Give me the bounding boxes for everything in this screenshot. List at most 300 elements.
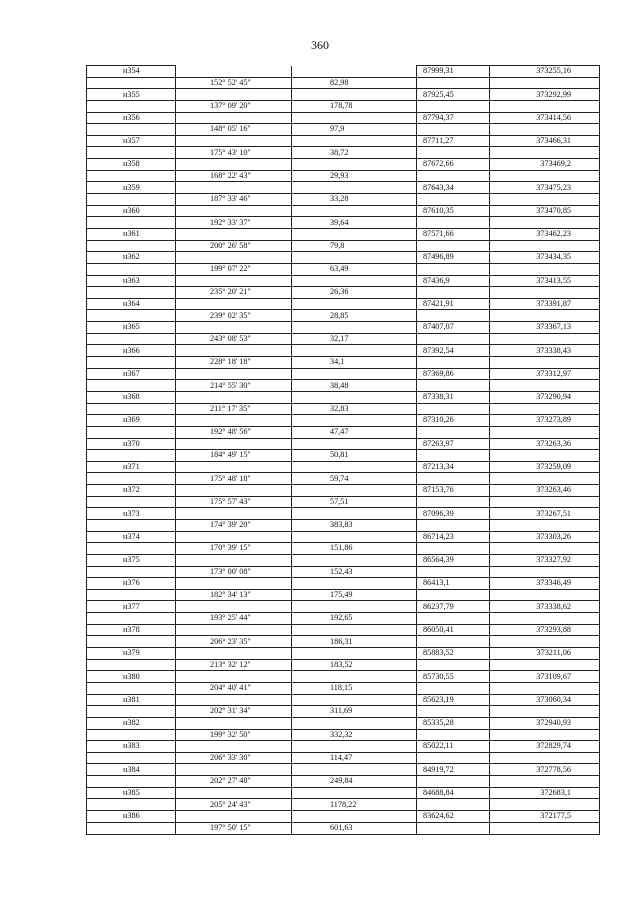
bearing-empty-cell	[176, 787, 292, 799]
x-coordinate-cell: 87392,54	[417, 345, 490, 357]
distance-empty-cell	[292, 228, 417, 240]
x-empty-cell	[417, 194, 490, 206]
bearing-empty-cell	[176, 298, 292, 310]
y-coordinate-cell: 372177,5	[490, 811, 600, 823]
point-name-cell: н384	[87, 764, 176, 776]
segment-row	[87, 426, 600, 438]
point-empty-cell	[87, 682, 176, 694]
y-coordinate-cell: 373338,43	[490, 345, 600, 357]
segment-row	[87, 357, 600, 369]
point-name-cell: н386	[87, 811, 176, 823]
distance-cell: 383,83	[292, 519, 417, 531]
bearing-cell: 200° 26' 58"	[176, 240, 292, 252]
y-coordinate-cell: 373346,49	[490, 578, 600, 590]
distance-empty-cell	[292, 624, 417, 636]
segment-row	[87, 566, 600, 578]
point-name-cell: н378	[87, 624, 176, 636]
x-empty-cell	[417, 263, 490, 275]
x-empty-cell	[417, 706, 490, 718]
bearing-empty-cell	[176, 135, 292, 147]
x-coordinate-cell: 87407,07	[417, 322, 490, 334]
y-empty-cell	[490, 613, 600, 625]
point-row	[87, 648, 600, 660]
segment-row	[87, 776, 600, 788]
segment-row	[87, 194, 600, 206]
x-coordinate-cell: 85730,55	[417, 671, 490, 683]
point-empty-cell	[87, 263, 176, 275]
bearing-empty-cell	[176, 601, 292, 613]
point-empty-cell	[87, 147, 176, 159]
segment-row	[87, 729, 600, 741]
distance-empty-cell	[292, 438, 417, 450]
distance-empty-cell	[292, 368, 417, 380]
y-empty-cell	[490, 100, 600, 112]
distance-cell: 152,43	[292, 566, 417, 578]
point-row	[87, 438, 600, 450]
distance-empty-cell	[292, 159, 417, 171]
x-coordinate-cell: 83624,62	[417, 811, 490, 823]
point-empty-cell	[87, 706, 176, 718]
x-coordinate-cell: 87369,86	[417, 368, 490, 380]
point-empty-cell	[87, 613, 176, 625]
distance-cell: 114,47	[292, 752, 417, 764]
y-coordinate-cell: 373414,56	[490, 112, 600, 124]
segment-row	[87, 147, 600, 159]
point-row	[87, 717, 600, 729]
point-row	[87, 252, 600, 264]
point-name-cell: н373	[87, 508, 176, 520]
point-empty-cell	[87, 566, 176, 578]
bearing-empty-cell	[176, 461, 292, 473]
bearing-cell: 197° 50' 15"	[176, 822, 292, 834]
y-coordinate-cell: 373434,35	[490, 252, 600, 264]
y-empty-cell	[490, 706, 600, 718]
bearing-cell: 199° 32' 50"	[176, 729, 292, 741]
point-empty-cell	[87, 729, 176, 741]
bearing-cell: 173° 00' 08"	[176, 566, 292, 578]
distance-cell: 178,78	[292, 100, 417, 112]
x-empty-cell	[417, 636, 490, 648]
distance-empty-cell	[292, 391, 417, 403]
x-empty-cell	[417, 589, 490, 601]
x-coordinate-cell: 86714,23	[417, 531, 490, 543]
bearing-empty-cell	[176, 811, 292, 823]
y-coordinate-cell: 373060,34	[490, 694, 600, 706]
bearing-cell: 214° 55' 30"	[176, 380, 292, 392]
point-row	[87, 508, 600, 520]
point-empty-cell	[87, 473, 176, 485]
distance-cell: 50,81	[292, 450, 417, 462]
x-coordinate-cell: 87310,26	[417, 415, 490, 427]
point-row	[87, 764, 600, 776]
distance-cell: 59,74	[292, 473, 417, 485]
y-empty-cell	[490, 287, 600, 299]
point-name-cell: н379	[87, 648, 176, 660]
y-empty-cell	[490, 450, 600, 462]
point-row	[87, 531, 600, 543]
y-empty-cell	[490, 799, 600, 811]
point-name-cell: н360	[87, 205, 176, 217]
distance-cell: 311,69	[292, 706, 417, 718]
y-coordinate-cell: 373470,85	[490, 205, 600, 217]
point-row	[87, 415, 600, 427]
coordinates-table-body	[87, 66, 600, 835]
distance-cell: 82,98	[292, 77, 417, 89]
distance-empty-cell	[292, 648, 417, 660]
segment-row	[87, 706, 600, 718]
point-empty-cell	[87, 170, 176, 182]
distance-empty-cell	[292, 554, 417, 566]
point-name-cell: н376	[87, 578, 176, 590]
bearing-cell: 137° 09' 20"	[176, 100, 292, 112]
x-empty-cell	[417, 822, 490, 834]
x-empty-cell	[417, 473, 490, 485]
point-empty-cell	[87, 426, 176, 438]
segment-row	[87, 589, 600, 601]
y-empty-cell	[490, 217, 600, 229]
point-name-cell: н367	[87, 368, 176, 380]
x-empty-cell	[417, 217, 490, 229]
segment-row	[87, 240, 600, 252]
bearing-empty-cell	[176, 438, 292, 450]
point-name-cell: н385	[87, 787, 176, 799]
point-empty-cell	[87, 519, 176, 531]
y-coordinate-cell: 373267,51	[490, 508, 600, 520]
y-coordinate-cell: 373292,99	[490, 89, 600, 101]
x-empty-cell	[417, 519, 490, 531]
x-empty-cell	[417, 426, 490, 438]
x-empty-cell	[417, 729, 490, 741]
distance-cell: 57,51	[292, 496, 417, 508]
bearing-cell: 187° 33' 46"	[176, 194, 292, 206]
distance-cell: 175,49	[292, 589, 417, 601]
point-empty-cell	[87, 589, 176, 601]
bearing-cell: 243° 08' 53"	[176, 333, 292, 345]
distance-cell: 38,72	[292, 147, 417, 159]
point-name-cell: н375	[87, 554, 176, 566]
segment-row	[87, 752, 600, 764]
distance-cell: 32,83	[292, 403, 417, 415]
bearing-empty-cell	[176, 531, 292, 543]
bearing-empty-cell	[176, 275, 292, 287]
distance-cell: 97,9	[292, 124, 417, 136]
y-empty-cell	[490, 682, 600, 694]
segment-row	[87, 403, 600, 415]
segment-row	[87, 310, 600, 322]
x-coordinate-cell: 87153,76	[417, 485, 490, 497]
bearing-cell: 174° 39' 20"	[176, 519, 292, 531]
segment-row	[87, 100, 600, 112]
point-empty-cell	[87, 636, 176, 648]
y-coordinate-cell: 373263,46	[490, 485, 600, 497]
distance-cell: 39,64	[292, 217, 417, 229]
y-empty-cell	[490, 752, 600, 764]
y-empty-cell	[490, 124, 600, 136]
point-empty-cell	[87, 194, 176, 206]
distance-empty-cell	[292, 89, 417, 101]
bearing-empty-cell	[176, 66, 292, 78]
point-row	[87, 275, 600, 287]
bearing-cell: 199° 07' 22"	[176, 263, 292, 275]
y-coordinate-cell: 373469,2	[490, 159, 600, 171]
y-coordinate-cell: 373327,92	[490, 554, 600, 566]
bearing-empty-cell	[176, 391, 292, 403]
bearing-cell: 148° 05' 16"	[176, 124, 292, 136]
y-empty-cell	[490, 333, 600, 345]
point-empty-cell	[87, 240, 176, 252]
segment-row	[87, 333, 600, 345]
bearing-empty-cell	[176, 485, 292, 497]
distance-empty-cell	[292, 66, 417, 78]
point-row	[87, 89, 600, 101]
x-coordinate-cell: 87711,27	[417, 135, 490, 147]
x-empty-cell	[417, 124, 490, 136]
distance-empty-cell	[292, 741, 417, 753]
x-coordinate-cell: 87338,31	[417, 391, 490, 403]
point-row	[87, 368, 600, 380]
bearing-cell: 213° 32' 12"	[176, 659, 292, 671]
x-coordinate-cell: 86050,41	[417, 624, 490, 636]
bearing-empty-cell	[176, 648, 292, 660]
x-empty-cell	[417, 147, 490, 159]
y-coordinate-cell: 372683,1	[490, 787, 600, 799]
y-empty-cell	[490, 357, 600, 369]
distance-empty-cell	[292, 764, 417, 776]
segment-row	[87, 613, 600, 625]
x-coordinate-cell: 86413,1	[417, 578, 490, 590]
point-row	[87, 228, 600, 240]
point-empty-cell	[87, 776, 176, 788]
x-coordinate-cell: 85022,11	[417, 741, 490, 753]
point-row	[87, 624, 600, 636]
distance-cell: 183,52	[292, 659, 417, 671]
distance-cell: 332,32	[292, 729, 417, 741]
point-name-cell: н361	[87, 228, 176, 240]
distance-empty-cell	[292, 531, 417, 543]
point-empty-cell	[87, 310, 176, 322]
y-coordinate-cell: 373312,97	[490, 368, 600, 380]
bearing-empty-cell	[176, 345, 292, 357]
bearing-cell: 175° 43' 10"	[176, 147, 292, 159]
point-row	[87, 554, 600, 566]
point-name-cell: н369	[87, 415, 176, 427]
segment-row	[87, 263, 600, 275]
bearing-empty-cell	[176, 182, 292, 194]
y-coordinate-cell: 373413,55	[490, 275, 600, 287]
y-empty-cell	[490, 240, 600, 252]
point-row	[87, 741, 600, 753]
point-row	[87, 578, 600, 590]
point-row	[87, 485, 600, 497]
x-coordinate-cell: 87925,45	[417, 89, 490, 101]
point-row	[87, 601, 600, 613]
x-empty-cell	[417, 450, 490, 462]
y-empty-cell	[490, 729, 600, 741]
distance-empty-cell	[292, 275, 417, 287]
distance-empty-cell	[292, 298, 417, 310]
x-coordinate-cell: 87096,39	[417, 508, 490, 520]
distance-empty-cell	[292, 508, 417, 520]
x-empty-cell	[417, 752, 490, 764]
point-name-cell: н368	[87, 391, 176, 403]
segment-row	[87, 287, 600, 299]
distance-empty-cell	[292, 205, 417, 217]
distance-empty-cell	[292, 811, 417, 823]
distance-empty-cell	[292, 461, 417, 473]
y-coordinate-cell: 373367,13	[490, 322, 600, 334]
bearing-cell: 175° 48' 18"	[176, 473, 292, 485]
segment-row	[87, 124, 600, 136]
segment-row	[87, 450, 600, 462]
x-empty-cell	[417, 287, 490, 299]
x-coordinate-cell: 87999,31	[417, 66, 490, 78]
point-row	[87, 298, 600, 310]
y-empty-cell	[490, 822, 600, 834]
bearing-empty-cell	[176, 764, 292, 776]
bearing-cell: 193° 25' 44"	[176, 613, 292, 625]
point-row	[87, 391, 600, 403]
y-coordinate-cell: 372778,56	[490, 764, 600, 776]
point-empty-cell	[87, 357, 176, 369]
distance-cell: 29,93	[292, 170, 417, 182]
y-coordinate-cell: 373255,16	[490, 66, 600, 78]
y-coordinate-cell: 373338,62	[490, 601, 600, 613]
point-empty-cell	[87, 496, 176, 508]
y-coordinate-cell: 372829,74	[490, 741, 600, 753]
y-coordinate-cell: 373259,09	[490, 461, 600, 473]
bearing-cell: 175° 57' 43"	[176, 496, 292, 508]
segment-row	[87, 519, 600, 531]
distance-empty-cell	[292, 578, 417, 590]
segment-row	[87, 380, 600, 392]
x-coordinate-cell: 87794,37	[417, 112, 490, 124]
point-row	[87, 345, 600, 357]
distance-cell: 33,28	[292, 194, 417, 206]
distance-cell: 186,31	[292, 636, 417, 648]
point-row	[87, 135, 600, 147]
point-name-cell: н383	[87, 741, 176, 753]
distance-cell: 118,15	[292, 682, 417, 694]
distance-empty-cell	[292, 135, 417, 147]
bearing-cell: 192° 48' 56"	[176, 426, 292, 438]
bearing-empty-cell	[176, 578, 292, 590]
x-coordinate-cell: 87672,66	[417, 159, 490, 171]
segment-row	[87, 799, 600, 811]
bearing-cell: 239° 02' 35"	[176, 310, 292, 322]
point-name-cell: н374	[87, 531, 176, 543]
distance-cell: 79,8	[292, 240, 417, 252]
point-name-cell: н359	[87, 182, 176, 194]
x-coordinate-cell: 84919,72	[417, 764, 490, 776]
point-name-cell: н381	[87, 694, 176, 706]
x-empty-cell	[417, 357, 490, 369]
point-name-cell: н355	[87, 89, 176, 101]
bearing-cell: 168° 22' 43"	[176, 170, 292, 182]
y-empty-cell	[490, 636, 600, 648]
y-coordinate-cell: 373391,87	[490, 298, 600, 310]
bearing-cell: 202° 31' 34"	[176, 706, 292, 718]
distance-empty-cell	[292, 694, 417, 706]
point-empty-cell	[87, 333, 176, 345]
point-empty-cell	[87, 752, 176, 764]
point-empty-cell	[87, 380, 176, 392]
coordinates-table	[86, 65, 600, 835]
point-name-cell: н362	[87, 252, 176, 264]
bearing-empty-cell	[176, 694, 292, 706]
point-name-cell: н377	[87, 601, 176, 613]
distance-cell: 26,36	[292, 287, 417, 299]
x-coordinate-cell: 85883,52	[417, 648, 490, 660]
distance-cell: 249,84	[292, 776, 417, 788]
y-coordinate-cell: 373303,26	[490, 531, 600, 543]
bearing-empty-cell	[176, 717, 292, 729]
segment-row	[87, 170, 600, 182]
point-name-cell: н380	[87, 671, 176, 683]
x-empty-cell	[417, 240, 490, 252]
bearing-cell: 228° 18' 18"	[176, 357, 292, 369]
point-row	[87, 694, 600, 706]
distance-empty-cell	[292, 717, 417, 729]
x-coordinate-cell: 87436,9	[417, 275, 490, 287]
x-coordinate-cell: 87421,91	[417, 298, 490, 310]
page-number: 360	[311, 38, 329, 52]
x-coordinate-cell: 85623,19	[417, 694, 490, 706]
distance-cell: 47,47	[292, 426, 417, 438]
x-coordinate-cell: 85335,28	[417, 717, 490, 729]
segment-row	[87, 77, 600, 89]
y-empty-cell	[490, 263, 600, 275]
bearing-empty-cell	[176, 508, 292, 520]
distance-empty-cell	[292, 252, 417, 264]
distance-cell: 34,1	[292, 357, 417, 369]
y-empty-cell	[490, 473, 600, 485]
distance-empty-cell	[292, 322, 417, 334]
x-coordinate-cell: 87610,35	[417, 205, 490, 217]
bearing-cell: 182° 34' 13"	[176, 589, 292, 601]
segment-row	[87, 543, 600, 555]
x-coordinate-cell: 86237,79	[417, 601, 490, 613]
distance-cell: 32,17	[292, 333, 417, 345]
y-empty-cell	[490, 170, 600, 182]
x-empty-cell	[417, 333, 490, 345]
x-coordinate-cell: 87643,34	[417, 182, 490, 194]
distance-empty-cell	[292, 112, 417, 124]
y-empty-cell	[490, 426, 600, 438]
bearing-empty-cell	[176, 252, 292, 264]
x-empty-cell	[417, 403, 490, 415]
point-name-cell: н366	[87, 345, 176, 357]
bearing-empty-cell	[176, 89, 292, 101]
bearing-cell: 202° 27' 48"	[176, 776, 292, 788]
point-empty-cell	[87, 659, 176, 671]
point-name-cell: н356	[87, 112, 176, 124]
x-coordinate-cell: 87496,89	[417, 252, 490, 264]
y-empty-cell	[490, 310, 600, 322]
point-row	[87, 182, 600, 194]
point-empty-cell	[87, 543, 176, 555]
bearing-cell: 205° 24' 43"	[176, 799, 292, 811]
y-empty-cell	[490, 519, 600, 531]
point-name-cell: н354	[87, 66, 176, 78]
point-empty-cell	[87, 799, 176, 811]
y-empty-cell	[490, 147, 600, 159]
x-empty-cell	[417, 613, 490, 625]
bearing-empty-cell	[176, 554, 292, 566]
y-coordinate-cell: 373263,36	[490, 438, 600, 450]
bearing-empty-cell	[176, 159, 292, 171]
distance-empty-cell	[292, 485, 417, 497]
bearing-cell: 152° 52' 45"	[176, 77, 292, 89]
